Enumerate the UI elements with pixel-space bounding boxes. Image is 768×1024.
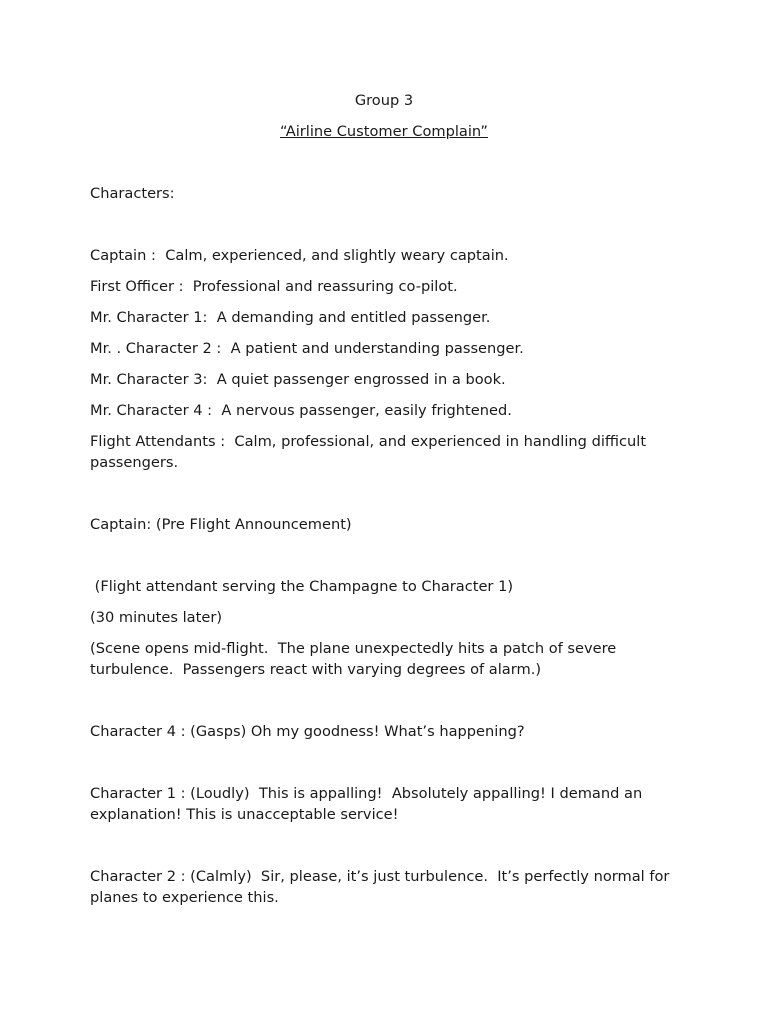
- character-3: Mr. Character 3: A quiet passenger engrossed in a book.: [90, 371, 506, 388]
- character-first-officer: First Officer : Professional and reassuring co-pilot.: [90, 278, 458, 295]
- character-flight-attendants: Flight Attendants : Calm, professional, and experienced in handling difficult passengers.: [90, 433, 651, 471]
- script-line-character-2: Character 2 : (Calmly) Sir, please, it’s just turbulence. It’s perfectly normal for planes to experience this.: [90, 868, 675, 906]
- document-body: [90, 90, 680, 918]
- group-label: Group 3: [354, 92, 414, 109]
- script-line-scene-opens: (Scene opens mid-flight. The plane unexpectedly hits a patch of severe turbulence. Passengers react with varying degrees of alarm.): [90, 640, 621, 678]
- character-4: Mr. Character 4 : A nervous passenger, easily frightened.: [90, 402, 512, 419]
- character-1: Mr. Character 1: A demanding and entitled passenger.: [90, 309, 491, 326]
- script-line-30-minutes: (30 minutes later): [90, 609, 223, 626]
- character-2: Mr. . Character 2 : A patient and understanding passenger.: [90, 340, 524, 357]
- document-title: “Airline Customer Complain”: [280, 123, 488, 140]
- characters-heading: Characters:: [90, 185, 175, 202]
- script-line-pre-flight: Captain: (Pre Flight Announcement): [90, 516, 352, 533]
- script-line-character-1: Character 1 : (Loudly) This is appalling! Absolutely appalling! I demand an explanation! This is unacceptable service!: [90, 785, 647, 823]
- script-line-champagne: (Flight attendant serving the Champagne to Character 1): [90, 578, 514, 595]
- character-captain: Captain : Calm, experienced, and slightly weary captain.: [90, 247, 509, 264]
- script-line-character-4: Character 4 : (Gasps) Oh my goodness! What’s happening?: [90, 723, 525, 740]
